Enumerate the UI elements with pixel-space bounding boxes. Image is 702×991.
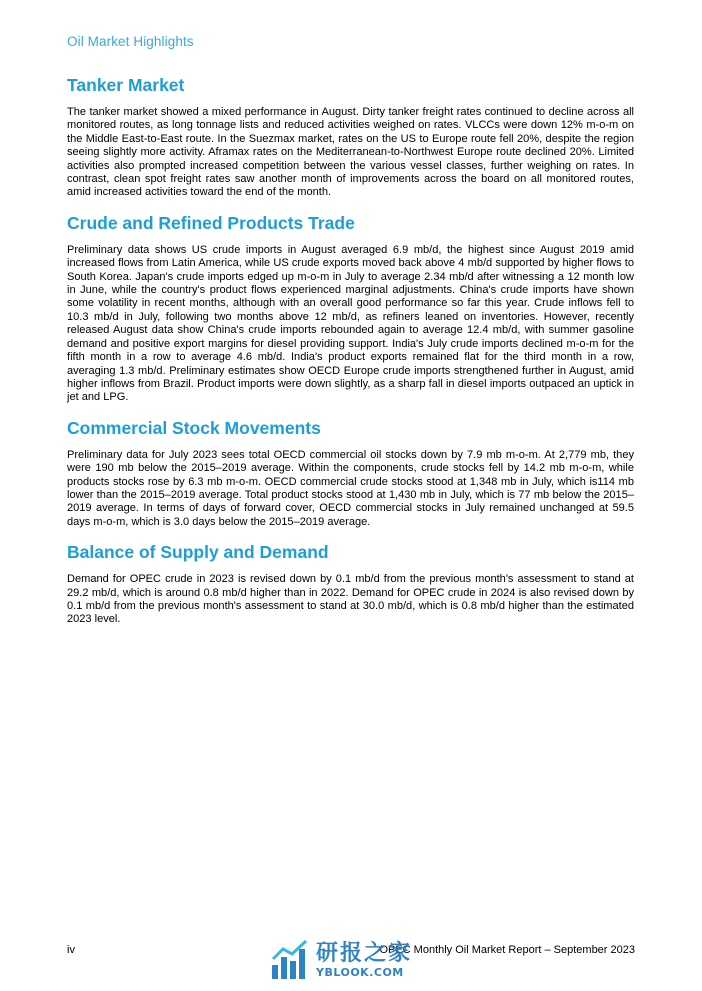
section-body: Preliminary data shows US crude imports in August averaged 6.9 mb/d, the highest since August 2019 amid increased flows from Latin America, while US crude exports moved back above 4 mb/d supported by higher flows to South Korea. Japan's crude imports edged up m-o-m in July to average 2.34 mb/d after witnessing a 12 month low in June, while the country's product flows experienced marginal adjustments. China's crude imports have shown some volatility in recent months, although with an overall good performance so far this year. Crude inflows fell to 10.3 mb/d in July, following two months above 12 mb/d, as refiners leaned on inventories. However, recently released August data show China's crude imports rebounded again to average 12.4 mb/d, with summer gasoline demand and positive export margins for diesel providing support. India's July crude imports declined m-o-m for the fifth month in a row to average 4.6 mb/d. India's product exports remained flat for the third month in a row, averaging 1.3 mb/d. Preliminary estimates show OECD Europe crude imports strengthened further in August, amid higher inflows from Brazil. Product imports were down slightly, as a sharp fall in diesel imports outpaced an uptick in jet and LPG. bbox=[67, 243, 634, 404]
section-tanker-market bbox=[67, 74, 634, 200]
section-heading: Tanker Market bbox=[67, 75, 185, 95]
section-body: The tanker market showed a mixed performance in August. Dirty tanker freight rates continued to decline across all monitored routes, as long tonnage lists and reduced activities weighed on rates. VLCCs were down 12% m-o-m on the Middle East-to-East route. In the Suezmax market, rates on the US to Europe route fell 20%, despite the region seeing slightly more activity. Aframax rates on the Mediterranean-to-Northwest Europe route declined 20%. Limited activities also prompted increased competition between the various vessel classes, further weighing on rates. In contrast, clean spot freight rates saw another month of improvements across the board on all monitored routes, amid increased activities toward the end of the month. bbox=[67, 106, 634, 199]
watermark bbox=[270, 935, 440, 985]
section-body: Preliminary data for July 2023 sees total OECD commercial oil stocks down by 7.9 mb m-o-m. At 2,779 mb, they were 190 mb below the 2015–2019 average. Within the components, crude stocks fell by 14.2 mb m-o-m, while products stocks rose by 6.3 mb m-o-m. OECD commercial crude stocks stood at 1,348 mb in July, which is114 mb lower than the 2015–2019 average. Total product stocks stood at 1,430 mb in July, which is 77 mb below the 2015–2019 average. In terms of days of forward cover, OECD commercial stocks in July remained unchanged at 59.5 days m-o-m, which is 3.0 days below the 2015–2019 average. bbox=[67, 448, 634, 528]
section-heading: Commercial Stock Movements bbox=[67, 417, 321, 438]
page-number: iv bbox=[67, 944, 75, 956]
bar-chart-logo-icon bbox=[270, 939, 310, 981]
report-title: OPEC Monthly Oil Market Report – September 2023 bbox=[379, 944, 635, 956]
watermark-domain: YBLOOK.COM bbox=[316, 965, 404, 979]
watermark-chinese: 研报之家 bbox=[316, 940, 413, 966]
running-header: Oil Market Highlights bbox=[67, 34, 194, 49]
section-heading: Balance of Supply and Demand bbox=[67, 542, 329, 563]
section-heading: Crude and Refined Products Trade bbox=[67, 212, 355, 233]
section-crude-products-trade bbox=[67, 212, 634, 405]
section-commercial-stock bbox=[67, 417, 634, 529]
page-content bbox=[67, 74, 634, 639]
section-balance-supply-demand bbox=[67, 541, 634, 627]
section-body: Demand for OPEC crude in 2023 is revised down by 0.1 mb/d from the previous month's assessment to stand at 29.2 mb/d, which is around 0.8 mb/d higher than in 2022. Demand for OPEC crude in 2024 is also revised down by 0.1 mb/d from the previous month's assessment to stand at 30.0 mb/d, which is 0.8 mb/d higher than the estimated 2023 level. bbox=[67, 573, 634, 626]
